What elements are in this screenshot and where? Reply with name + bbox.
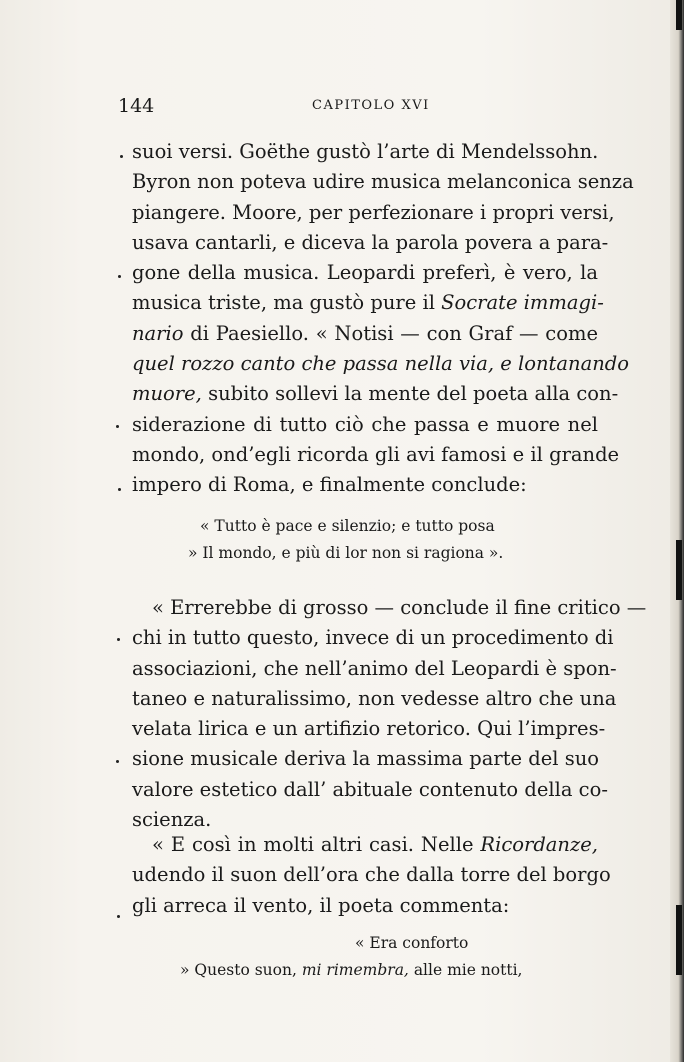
verse-line: « Tutto è pace e silenzio; e tutto posa — [200, 517, 495, 535]
margin-speck — [120, 155, 123, 158]
running-head: CAPITOLO XVI — [312, 98, 430, 113]
text-line — [132, 349, 629, 379]
text-line: « Errerebbe di grosso — conclude il fine critico — — [152, 596, 647, 619]
text-line: gone della musica. Leopardi preferì, è vero, la — [132, 261, 598, 285]
edge-mark — [676, 0, 682, 30]
text-line: piangere. Moore, per perfezionare i propri versi, — [132, 200, 615, 224]
margin-speck — [116, 760, 119, 763]
verse-line — [180, 957, 522, 984]
text-span: subito sollevi la mente del poeta alla con- — [208, 382, 619, 406]
text-line: chi in tutto questo, invece di un procedimento di — [132, 626, 614, 650]
italic-quote: quel rozzo canto che passa nella via, e lontanando — [132, 352, 629, 376]
italic-quote: muore, — [132, 382, 202, 406]
paragraph-3 — [132, 830, 611, 921]
margin-speck — [116, 425, 119, 428]
paragraph-1 — [132, 137, 634, 501]
text-line: velata lirica e un artifizio retorico. Qui l’impres- — [132, 717, 606, 741]
italic-title: nario — [132, 321, 184, 345]
text-span: musica triste, ma gustò pure il — [132, 291, 435, 315]
text-span: » Questo suon, — [180, 961, 297, 979]
italic-title: Socrate immagi- — [441, 291, 604, 315]
margin-speck — [118, 275, 121, 278]
text-line — [132, 379, 619, 409]
text-line: udendo il suon dell’ora che dalla torre del borgo — [132, 863, 611, 887]
text-line: sione musicale deriva la massima parte del suo — [132, 747, 600, 771]
text-span: alle mie notti, — [413, 961, 523, 979]
page-number: 144 — [118, 95, 155, 117]
edge-mark — [676, 540, 682, 600]
margin-speck — [118, 488, 121, 491]
edge-mark — [676, 905, 682, 975]
text-line — [132, 830, 598, 860]
paragraph-2 — [132, 593, 647, 835]
margin-speck — [117, 638, 120, 641]
text-line: suoi versi. Goëthe gustò l’arte di Mendelssohn. — [132, 140, 599, 163]
page-header — [118, 95, 598, 119]
text-line: impero di Roma, e finalmente conclude: — [132, 473, 527, 497]
italic-text: mi rimembra, — [301, 961, 409, 979]
text-line — [132, 319, 598, 349]
text-line: siderazione di tutto ciò che passa e muore nel — [132, 412, 598, 436]
text-line — [132, 288, 604, 318]
text-line: taneo e naturalissimo, non vedesse altro che una — [132, 686, 617, 710]
text-line: mondo, ond’egli ricorda gli avi famosi e il grande — [132, 442, 620, 466]
text-line: Byron non poteva udire musica melanconica senza — [132, 170, 634, 194]
text-span: « E così in molti altri casi. Nelle — [152, 833, 474, 856]
page-edge — [670, 0, 684, 1062]
verse-line: « Era conforto — [355, 934, 469, 952]
italic-title: Ricordanze, — [480, 833, 599, 856]
text-line: scienza. — [132, 808, 212, 832]
text-line: valore estetico dall’ abituale contenuto della co- — [132, 777, 608, 801]
text-line: usava cantarli, e diceva la parola povera a para- — [132, 230, 609, 254]
verse-line: » Il mondo, e più di lor non si ragiona ». — [188, 544, 504, 562]
text-line: gli arreca il vento, il poeta commenta: — [132, 893, 510, 917]
text-span: di Paesiello. « Notisi — con Graf — come — [190, 321, 598, 345]
text-line: associazioni, che nell’animo del Leopardi è spon- — [132, 656, 617, 680]
margin-speck — [117, 915, 120, 918]
